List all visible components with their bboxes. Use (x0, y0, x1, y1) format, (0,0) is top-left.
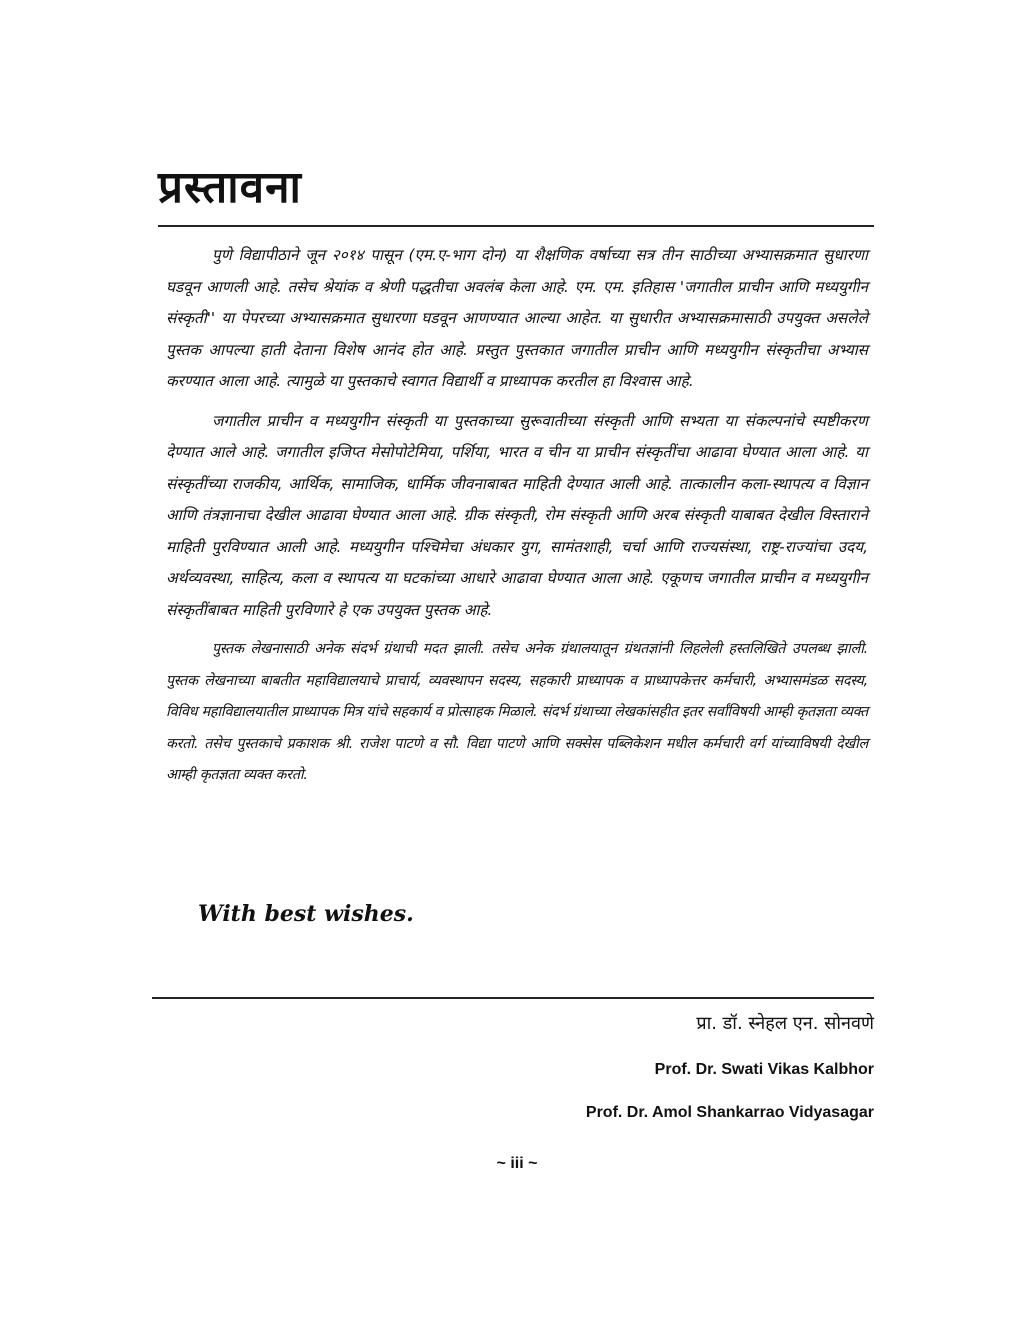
signatory-marathi: प्रा. डॉ. स्नेहल एन. सोनवणे (696, 1013, 874, 1034)
paragraph-1: पुणे विद्यापीठाने जून २०१४ पासून (एम.ए-भाग दोन) या शैक्षणिक वर्षाच्या सत्र तीन साठीच्या अभ्यासक्रमात सुधारणा घडवून आणली आहे. तसेच श्रेयांक व श्रेणी पद्धतीचा अवलंब केला आहे. एम. एम. इतिहास 'जगातील प्राचीन आणि मध्ययुगीन संस्कृती'' या पेपरच्या अभ्यासक्रमात सुधारणा घडवून आणण्यात आल्या आहेत. या सुधारीत अभ्यासक्रमासाठी उपयुक्त असलेले पुस्तक आपल्या हाती देताना विशेष आनंद होत आहे. प्रस्तुत पुस्तकात जगातील प्राचीन आणि मध्ययुगीन संस्कृतीचा अभ्यास करण्यात आला आहे. त्यामुळे या पुस्तकाचे स्वागत विद्यार्थी व प्राध्यापक करतील हा विश्वास आहे. (166, 246, 868, 390)
title-divider (158, 225, 874, 227)
signature-divider (152, 997, 874, 999)
paragraph-3: पुस्तक लेखनासाठी अनेक संदर्भ ग्रंथाची मदत झाली. तसेच अनेक ग्रंथालयातून ग्रंथतज्ञांनी लिहलेली हस्तलिखिते उपलब्ध झाली. पुस्तक लेखनाच्या बाबतीत महाविद्यालयाचे प्राचार्य, व्यवस्थापन सदस्य, सहकारी प्राध्यापक व प्राध्यापकेत्तर कर्मचारी, अभ्यासमंडळ सदस्य, विविध महाविद्यालयातील प्राध्यापक मित्र यांचे सहकार्य व प्रोत्साहक मिळाले. संदर्भ ग्रंथाच्या लेखकांसहीत इतर सर्वांविषयी आम्ही कृतज्ञता व्यक्त करतो. तसेच पुस्तकाचे प्रकाशक श्री. राजेश पाटणे व सौ. विद्या पाटणे आणि सक्सेस पब्लिकेशन मधील कर्मचारी वर्ग यांच्याविषयी देखील आम्ही कृतज्ञता व्यक्त करतो. (166, 641, 868, 783)
signatory-kalbhor: Prof. Dr. Swati Vikas Kalbhor (654, 1061, 874, 1078)
page-title: प्रस्तावना (158, 162, 302, 213)
signatory-vidyasagar: Prof. Dr. Amol Shankarrao Vidyasagar (585, 1104, 874, 1121)
preface-body (166, 240, 868, 800)
paragraph-2: जगातील प्राचीन व मध्ययुगीन संस्कृती या पुस्तकाच्या सुरूवातीच्या संस्कृती आणि सभ्यता या संकल्पनांचे स्पष्टीकरण देण्यात आले आहे. जगातील इजिप्त मेसोपोटेमिया, पर्शिया, भारत व चीन या प्राचीन संस्कृतींचा आढावा घेण्यात आला आहे. या संस्कृतींच्या राजकीय, आर्थिक, सामाजिक, धार्मिक जीवनाबाबत माहिती देण्यात आली आहे. तात्कालीन कला-स्थापत्य व विज्ञान आणि तंत्रज्ञानाचा देखील आढावा घेण्यात आला आहे. ग्रीक संस्कृती, रोम संस्कृती आणि अरब संस्कृती याबाबत देखील विस्ताराने माहिती पुरविण्यात आली आहे. मध्ययुगीन पश्चिमेचा अंधकार युग, सामंतशाही, चर्चा आणि राज्यसंस्था, राष्ट्र-राज्यांचा उदय, अर्थव्यवस्था, साहित्य, कला व स्थापत्य या घटकांच्या आधारे आढावा घेण्यात आला आहे. एकूणच जगातील प्राचीन व मध्ययुगीन संस्कृतींबाबत माहिती पुरविणारे हे एक उपयुक्त पुस्तक आहे. (166, 411, 868, 619)
page-number: ~ iii ~ (496, 1155, 538, 1172)
closing-wishes: With best wishes. (198, 901, 414, 927)
